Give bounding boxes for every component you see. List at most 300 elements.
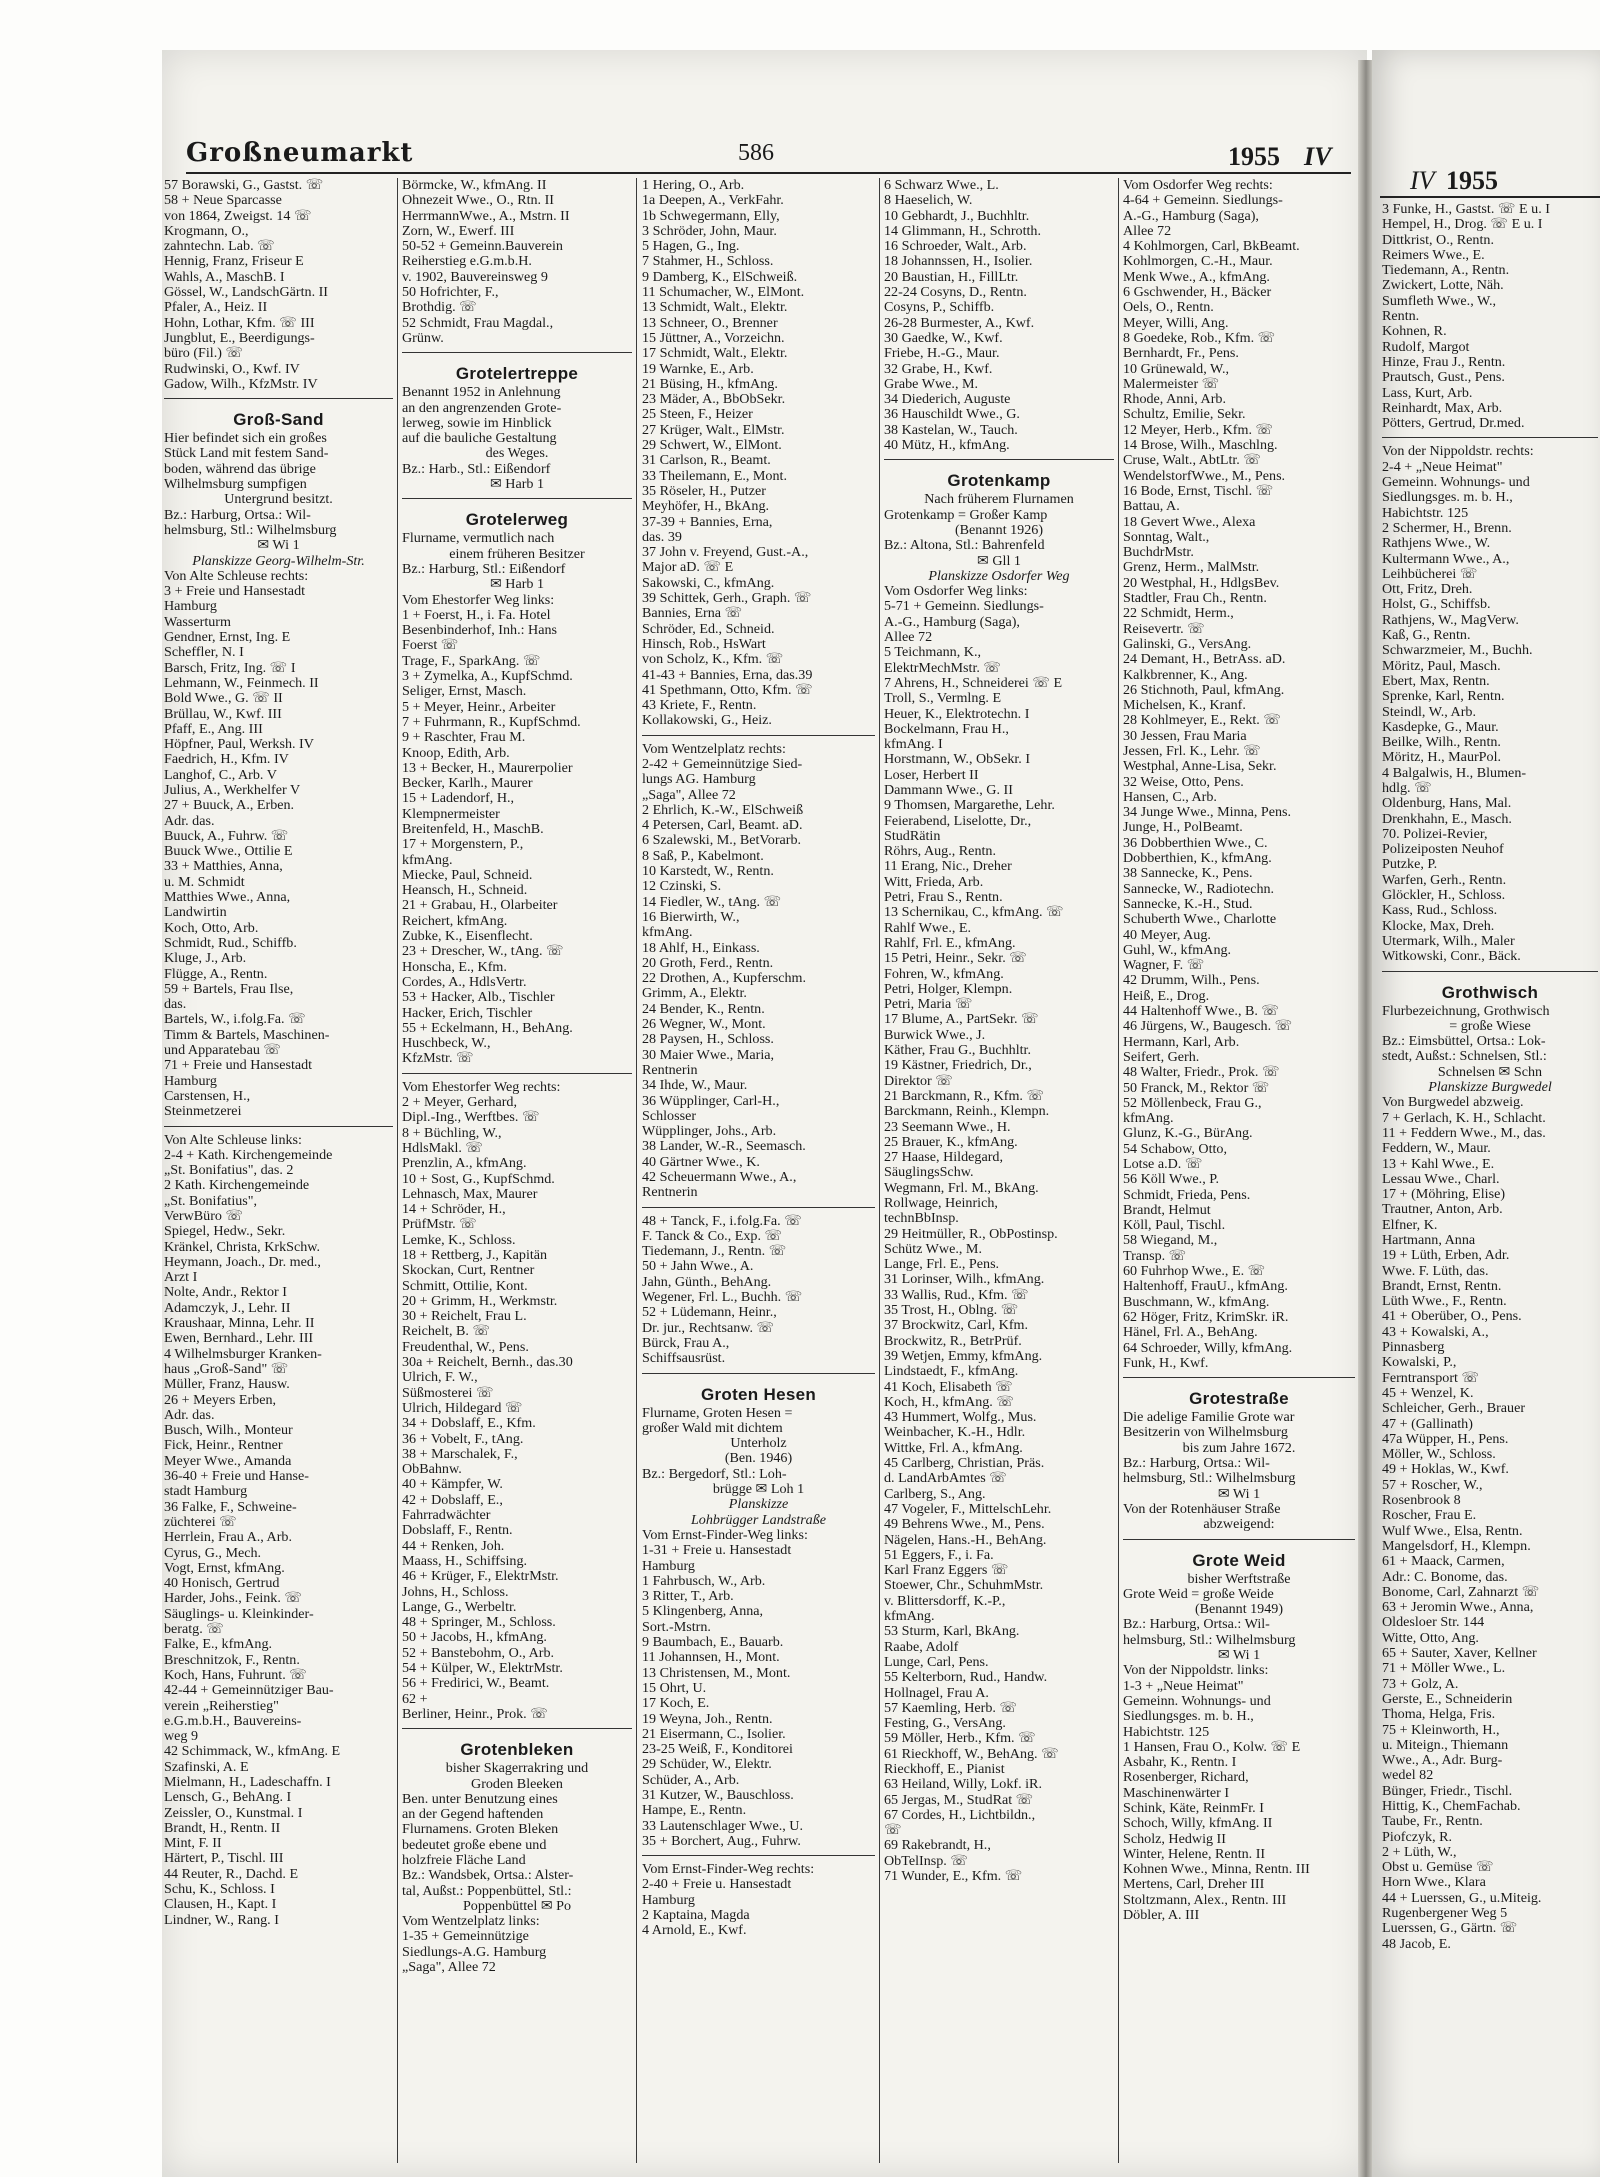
entry-line: 33 Wallis, Rud., Kfm. ☏ bbox=[884, 1287, 1029, 1303]
entry-line: Zorn, W., Ewerf. III bbox=[402, 223, 515, 239]
entry-line: weg 9 bbox=[164, 1729, 199, 1745]
entry-line: 63 Heiland, Willy, Lokf. iR. bbox=[884, 1777, 1042, 1793]
entry-line: StudRätin bbox=[884, 828, 941, 844]
entry-line: Lüth Wwe., F., Rentn. bbox=[1382, 1294, 1507, 1310]
entry-line: 36 Falke, F., Schweine- bbox=[164, 1499, 297, 1515]
entry-line: Roscher, Frau E. bbox=[1382, 1508, 1477, 1524]
entry-line: Bz.: Eimsbüttel, Ortsa.: Lok- bbox=[1382, 1034, 1546, 1050]
entry-line: Stoltzmann, Alex., Rentn. III bbox=[1123, 1892, 1287, 1908]
section-rule bbox=[164, 398, 393, 405]
entry-line: Von der Nippoldstr. rechts: bbox=[1382, 444, 1534, 460]
entry-line: Freudenthal, W., Pens. bbox=[402, 1339, 529, 1355]
entry-line: Sakowski, C., kfmAng. bbox=[642, 575, 775, 591]
entry-line: Flurname, vermutlich nach bbox=[402, 531, 555, 547]
entry-line: 43 Hummert, Wolfg., Mus. bbox=[884, 1410, 1037, 1426]
entry-line: 6 Szalewski, M., BetVorarb. bbox=[642, 833, 802, 849]
entry-line: 13 + Kahl Wwe., E. bbox=[1382, 1156, 1495, 1172]
entry-line: kfmAng. bbox=[884, 1609, 935, 1625]
entry-line: großer Wald mit dichtem bbox=[642, 1420, 783, 1436]
entry-line: 37-39 + Bannies, Erna, bbox=[642, 514, 773, 530]
entry-line: Brüllau, W., Kwf. III bbox=[164, 706, 282, 722]
entry-line: Vom Ernst-Finder-Weg links: bbox=[642, 1527, 808, 1543]
entry-line: „Saga", Allee 72 bbox=[402, 1960, 496, 1976]
entry-line: Reimers Wwe., E. bbox=[1382, 247, 1485, 263]
entry-line: Oldesloer Str. 144 bbox=[1382, 1615, 1485, 1631]
entry-line: Spiegel, Hedw., Sekr. bbox=[164, 1224, 286, 1240]
entry-line: Brockwitz, R., BetrPrüf. bbox=[884, 1333, 1022, 1349]
entry-line: 2 Schermer, H., Brenn. bbox=[1382, 520, 1512, 536]
entry-line: 5 + Meyer, Heinr., Arbeiter bbox=[402, 699, 556, 715]
entry-line: 39 Wetjen, Emmy, kfmAng. bbox=[884, 1348, 1043, 1364]
entry-line: kfmAng. bbox=[642, 925, 693, 941]
entry-line: 14 Glimmann, H., Schrotth. bbox=[884, 223, 1041, 239]
entry-line: Mielmann, H., Ladeschaffn. I bbox=[164, 1774, 331, 1790]
entry-line: 5-71 + Gemeinn. Siedlungs- bbox=[884, 599, 1044, 615]
entry-line: Koch, H., kfmAng. ☏ bbox=[884, 1394, 1014, 1410]
entry-line: Flügge, A., Rentn. bbox=[164, 966, 268, 982]
entry-line: Schiffsausrüst. bbox=[642, 1351, 726, 1367]
entry-line: Beilke, Wilh., Rentn. bbox=[1382, 735, 1501, 751]
entry-line: A.-G., Hamburg (Saga), bbox=[1123, 208, 1259, 224]
entry-line: Glöckler, H., Schloss. bbox=[1382, 888, 1506, 904]
entry-line: Witkowski, Conr., Bäck. bbox=[1382, 949, 1521, 965]
section-rule bbox=[1123, 1377, 1355, 1384]
entry-line: Bz.: Harburg, Ortsa.: Wil- bbox=[1123, 1456, 1270, 1472]
entry-line: 44 + Renken, Joh. bbox=[402, 1538, 505, 1554]
entry-line: Vom Ernst-Finder-Weg rechts: bbox=[642, 1862, 815, 1878]
entry-line: Kränkel, Christa, KrkSchw. bbox=[164, 1239, 321, 1255]
entry-line: Funk, H., Kwf. bbox=[1123, 1355, 1209, 1371]
entry-line: 26 + Meyers Erben, bbox=[164, 1392, 277, 1408]
entry-line: 61 Rieckhoff, W., BehAng. ☏ bbox=[884, 1746, 1059, 1762]
street-heading: Grote Weid bbox=[1192, 1550, 1286, 1570]
entry-line: 12 Meyer, Herb., Kfm. ☏ bbox=[1123, 422, 1274, 438]
entry-line: Ben. unter Benutzung eines bbox=[402, 1791, 558, 1807]
entry-line: Höpfner, Paul, Werksh. IV bbox=[164, 737, 314, 753]
entry-line: Loser, Herbert II bbox=[884, 767, 979, 783]
entry-line: verein „Reiherstieg" bbox=[164, 1698, 279, 1714]
street-heading: Grotelertreppe bbox=[455, 364, 579, 384]
entry-line: Möritz, H., MaurPol. bbox=[1382, 750, 1502, 766]
entry-line: des Weges. bbox=[485, 446, 549, 462]
entry-line: 15 Petri, Heinr., Sekr. ☏ bbox=[884, 951, 1027, 967]
entry-line: 42 Schimmack, W., kfmAng. E bbox=[164, 1744, 341, 1760]
entry-line: Tiedemann, J., Rentn. ☏ bbox=[642, 1244, 787, 1260]
entry-line: Carlberg, S., Ang. bbox=[884, 1486, 986, 1502]
entry-line: BuchdrMstr. bbox=[1123, 545, 1194, 561]
entry-line: ✉ Wi 1 bbox=[1217, 1486, 1261, 1502]
entry-line: Börmcke, W., kfmAng. II bbox=[402, 178, 547, 193]
entry-line: 27 Krüger, Walt., ElMstr. bbox=[642, 422, 785, 438]
section-rule bbox=[642, 1855, 875, 1862]
entry-line: büro (Fil.) ☏ bbox=[164, 346, 244, 362]
entry-line: Mertens, Carl, Dreher III bbox=[1123, 1877, 1265, 1893]
entry-line: ✉ Wi 1 bbox=[1217, 1648, 1261, 1664]
entry-line: 37 John v. Freyend, Gust.-A., bbox=[642, 545, 809, 561]
entry-line: Gerste, E., Schneiderin bbox=[1382, 1691, 1513, 1707]
entry-line: Oldenburg, Hans, Mal. bbox=[1382, 796, 1512, 812]
entry-line: Maschinenwärter I bbox=[1123, 1785, 1230, 1801]
entry-line: 36 Wüpplinger, Carl-H., bbox=[642, 1093, 780, 1109]
entry-line: Troll, S., Vermlng. E bbox=[884, 691, 1002, 707]
entry-line: 20 Westphal, H., HdlgsBev. bbox=[1123, 575, 1280, 591]
entry-line: Bz.: Altona, Stl.: Bahrenfeld bbox=[884, 538, 1045, 554]
entry-line: Mangelsdorf, H., Klempn. bbox=[1382, 1538, 1531, 1554]
entry-line: 35 Trost, H., Oblng. ☏ bbox=[884, 1303, 1019, 1319]
entry-line: 48 + Springer, M., Schloss. bbox=[402, 1615, 556, 1631]
entry-line: Dipl.-Ing., Werftbes. ☏ bbox=[402, 1110, 540, 1126]
entry-line: zahntechn. Lab. ☏ bbox=[164, 239, 275, 255]
entry-line: 16 Schroeder, Walt., Arb. bbox=[884, 239, 1027, 255]
entry-line: Stadtler, Frau Ch., Rentn. bbox=[1123, 591, 1267, 607]
entry-line: Rosenberger, Richard, bbox=[1123, 1770, 1249, 1786]
entry-line: 7 + Fuhrmann, R., KupfSchmd. bbox=[402, 714, 581, 730]
entry-line: 57 Kaemling, Herb. ☏ bbox=[884, 1700, 1018, 1716]
entry-line: Schoch, Willy, kfmAng. II bbox=[1123, 1816, 1273, 1832]
entry-line: Guhl, W., kfmAng. bbox=[1123, 942, 1232, 958]
entry-line: Klempnermeister bbox=[402, 806, 500, 822]
entry-line: 18 Gevert Wwe., Alexa bbox=[1123, 514, 1256, 530]
header-rule bbox=[186, 172, 1351, 174]
entry-line: Warfen, Gerh., Rentn. bbox=[1382, 872, 1507, 888]
entry-line: Hänel, Frl. A., BehAng. bbox=[1123, 1325, 1258, 1341]
entry-line: 3 Funke, H., Gastst. ☏ E u. I bbox=[1382, 202, 1550, 217]
entry-line: 67 Cordes, H., Lichtbildn., bbox=[884, 1807, 1036, 1823]
entry-line: 11 + Feddern Wwe., M., das. bbox=[1382, 1125, 1546, 1141]
entry-line: Von Alte Schleuse rechts: bbox=[164, 568, 309, 584]
plan-note: Planskizze Georg-Wilhelm-Str. bbox=[192, 553, 365, 569]
entry-line: Flurname, Groten Hesen = bbox=[642, 1405, 793, 1421]
entry-line: 10 Karstedt, W., Rentn. bbox=[642, 864, 774, 880]
entry-line: Sonntag, Walt., bbox=[1123, 529, 1210, 545]
entry-line: 36 Hauschildt Wwe., G. bbox=[884, 407, 1020, 423]
right-page-year: 1955 bbox=[1446, 166, 1498, 195]
entry-line: Döbler, A. III bbox=[1123, 1908, 1200, 1924]
entry-line: Harder, Johs., Feink. ☏ bbox=[164, 1591, 303, 1607]
entry-line: lungs AG. Hamburg bbox=[642, 772, 756, 788]
entry-line: Adamczyk, J., Lehr. II bbox=[164, 1300, 291, 1316]
entry-line: 9 Thomsen, Margarethe, Lehr. bbox=[884, 798, 1055, 814]
entry-line: Bz.: Wandsbek, Ortsa.: Alster- bbox=[402, 1868, 574, 1884]
entry-line: 34 Diederich, Auguste bbox=[884, 392, 1011, 408]
entry-line: Hampe, E., Rentn. bbox=[642, 1803, 747, 1819]
entry-line: 30 Gaedke, W., Kwf. bbox=[884, 330, 1003, 346]
entry-line: 11 Erang, Nic., Dreher bbox=[884, 859, 1012, 875]
section-rule bbox=[402, 498, 632, 505]
entry-line: Glunz, K.-G., BürAng. bbox=[1123, 1126, 1253, 1142]
entry-line: Poppenbüttel ✉ Po bbox=[462, 1898, 572, 1914]
entry-line: 20 Baustian, H., FillLtr. bbox=[884, 269, 1019, 285]
entry-line: 34 + Dobslaff, E., Kfm. bbox=[402, 1416, 536, 1432]
entry-line: Vom Osdorfer Weg links: bbox=[884, 584, 1028, 600]
entry-line: Wahls, A., MaschB. I bbox=[164, 269, 285, 285]
entry-line: Seliger, Ernst, Masch. bbox=[402, 684, 527, 700]
entry-line: Carstensen, H., bbox=[164, 1088, 251, 1104]
entry-line: SäuglingsSchw. bbox=[884, 1165, 974, 1181]
entry-line: 54 Schabow, Otto, bbox=[1123, 1141, 1227, 1157]
entry-line: 46 + Krüger, F., ElektrMstr. bbox=[402, 1569, 559, 1585]
entry-line: 2 Ehrlich, K.-W., ElSchweiß bbox=[642, 802, 804, 818]
entry-line: 33 Lautenschlager Wwe., U. bbox=[642, 1818, 803, 1834]
entry-line: Maass, H., Schiffsing. bbox=[402, 1553, 528, 1569]
entry-line: 44 Reuter, R., Dachd. E bbox=[164, 1866, 299, 1882]
entry-line: A.-G., Hamburg (Saga), bbox=[884, 614, 1020, 630]
entry-line: Hinze, Frau J., Rentn. bbox=[1382, 354, 1506, 370]
entry-line: 9 Damberg, K., ElSchweiß. bbox=[642, 269, 798, 285]
entry-line: 18 Johannssen, H., Isolier. bbox=[884, 254, 1033, 270]
entry-line: tal, Außst.: Poppenbüttel, Stl.: bbox=[402, 1883, 572, 1899]
entry-line: 17 Koch, E. bbox=[642, 1696, 710, 1712]
entry-line: Dr. jur., Rechtsanw. ☏ bbox=[642, 1320, 775, 1336]
entry-line: Heiß, E., Drog. bbox=[1123, 988, 1210, 1004]
entry-line: 40 + Kämpfer, W. bbox=[402, 1477, 503, 1493]
entry-line: Kalkbrenner, K., Ang. bbox=[1123, 667, 1248, 683]
entry-line: Grünw. bbox=[402, 330, 444, 346]
entry-line: Petri, Frau S., Rentn. bbox=[884, 890, 1003, 906]
entry-line: Berliner, Heinr., Prok. ☏ bbox=[402, 1706, 548, 1722]
entry-line: Habichtstr. 125 bbox=[1123, 1724, 1210, 1740]
entry-line: Herrlein, Frau A., Arb. bbox=[164, 1530, 292, 1546]
entry-line: 1-35 + Gemeinnützige bbox=[402, 1929, 529, 1945]
entry-line: Pfaler, A., Heiz. II bbox=[164, 300, 268, 316]
entry-line: 10 + Sost, G., KupfSchmd. bbox=[402, 1171, 555, 1187]
entry-line: Wulf Wwe., Elsa, Rentn. bbox=[1382, 1523, 1523, 1539]
entry-line: 33 + Matthies, Anna, bbox=[164, 859, 283, 875]
entry-line: Burwick Wwe., J. bbox=[884, 1027, 986, 1043]
entry-line: Meyer, Willi, Ang. bbox=[1123, 315, 1229, 331]
entry-line: Wegener, Frl. L., Buchh. ☏ bbox=[642, 1290, 803, 1306]
entry-line: Reiherstieg e.G.m.b.H. bbox=[402, 254, 532, 270]
entry-line: Lensch, G., BehAng. I bbox=[164, 1790, 292, 1806]
entry-line: 56 Köll Wwe., P. bbox=[1123, 1172, 1220, 1188]
entry-line: Von der Rotenhäuser Straße bbox=[1123, 1501, 1281, 1517]
entry-line: von Scholz, K., Kfm. ☏ bbox=[642, 652, 784, 668]
entry-line: 21 + Grabau, H., Olarbeiter bbox=[402, 898, 558, 914]
entry-line: Siedlungsges. m. b. H., bbox=[1382, 490, 1513, 506]
entry-line: Thoma, Helga, Fris. bbox=[1382, 1707, 1496, 1723]
entry-line: (Ben. 1946) bbox=[724, 1451, 793, 1467]
entry-line: 1-3 + „Neue Heimat" bbox=[1123, 1678, 1244, 1694]
entry-line: Kass, Rud., Schloss. bbox=[1382, 903, 1498, 919]
entry-line: Weinbacher, K.-H., Hdlr. bbox=[884, 1425, 1026, 1441]
entry-line: 34 Junge Wwe., Minna, Pens. bbox=[1123, 805, 1292, 821]
entry-line: Dammann Wwe., G. II bbox=[884, 782, 1013, 798]
entry-line: 38 Sannecke, K., Pens. bbox=[1123, 866, 1253, 882]
entry-line: 71 Wunder, E., Kfm. ☏ bbox=[884, 1869, 1023, 1885]
entry-line: 31 Lorinser, Wilh., kfmAng. bbox=[884, 1272, 1045, 1288]
entry-line: bisher Skagerrakring und bbox=[445, 1761, 589, 1777]
entry-line: 20 Groth, Ferd., Rentn. bbox=[642, 955, 774, 971]
column-divider bbox=[879, 178, 880, 2163]
entry-line: Ferntransport ☏ bbox=[1382, 1370, 1480, 1386]
entry-line: 3 Ritter, T., Arb. bbox=[642, 1589, 734, 1605]
entry-line: Siedlungsges. m. b. H., bbox=[1123, 1709, 1254, 1725]
entry-line: 42-44 + Gemeinnütziger Bau- bbox=[164, 1683, 334, 1699]
entry-line: Lessau Wwe., Charl. bbox=[1382, 1171, 1500, 1187]
entry-line: Brandt, Helmut bbox=[1123, 1202, 1211, 1218]
section-rule bbox=[402, 352, 632, 359]
entry-line: 9 Baumbach, E., Bauarb. bbox=[642, 1635, 784, 1651]
entry-line: 65 + Sauter, Xaver, Kellner bbox=[1382, 1646, 1537, 1662]
entry-line: Lehnasch, Max, Maurer bbox=[402, 1186, 538, 1202]
entry-line: PrüfMstr. ☏ bbox=[402, 1217, 477, 1233]
entry-line: 4 Arnold, E., Kwf. bbox=[642, 1923, 747, 1939]
entry-line: Matthies Wwe., Anna, bbox=[164, 890, 291, 906]
entry-line: 13 Schmidt, Walt., Elektr. bbox=[642, 300, 788, 316]
entry-line: Mint, F. II bbox=[164, 1836, 222, 1852]
entry-line: Hamburg bbox=[164, 1073, 217, 1089]
entry-line: Michelsen, K., Kranf. bbox=[1123, 698, 1246, 714]
entry-line: 23-25 Weiß, F., Konditorei bbox=[642, 1742, 793, 1758]
entry-line: bis zum Jahre 1672. bbox=[1182, 1440, 1296, 1456]
entry-line: VerwBüro ☏ bbox=[164, 1209, 244, 1224]
entry-line: 21 Eisermann, C., Isolier. bbox=[642, 1726, 786, 1742]
entry-line: 2-42 + Gemeinnützige Sied- bbox=[642, 756, 803, 772]
directory-column-2 bbox=[402, 178, 632, 2163]
entry-line: Schuberth Wwe., Charlotte bbox=[1123, 912, 1277, 928]
entry-line: Untergrund besitzt. bbox=[224, 492, 333, 508]
entry-line: Vom Osdorfer Weg rechts: bbox=[1123, 178, 1273, 193]
entry-line: Zubke, K., Eisenflecht. bbox=[402, 929, 533, 945]
entry-line: Bonome, Carl, Zahnarzt ☏ bbox=[1382, 1584, 1540, 1600]
right-header-rule bbox=[1380, 196, 1600, 198]
entry-line: 23 Seemann Wwe., H. bbox=[884, 1119, 1011, 1135]
entry-line: 47 + (Gallinath) bbox=[1382, 1416, 1473, 1432]
entry-line: Ulrich, F. W., bbox=[402, 1370, 478, 1386]
entry-line: helmsburg, Stl.: Wilhelmsburg bbox=[1123, 1632, 1296, 1648]
entry-line: Süßmosterei ☏ bbox=[402, 1385, 494, 1401]
entry-line: Johns, H., Schloss. bbox=[402, 1584, 509, 1600]
entry-line: Kasdepke, G., Maur. bbox=[1382, 719, 1499, 735]
directory-column-1 bbox=[164, 178, 393, 2163]
entry-line: Trage, F., SparkAng. ☏ bbox=[402, 653, 541, 669]
entry-line: Adr. das. bbox=[164, 813, 215, 829]
plan-note: Planskizze bbox=[728, 1497, 789, 1513]
entry-line: Wüpplinger, Johs., Arb. bbox=[642, 1124, 777, 1140]
entry-line: Sort.-Mstrn. bbox=[642, 1619, 711, 1635]
entry-line: ObBahnw. bbox=[402, 1462, 462, 1478]
entry-line: Koch, Otto, Arb. bbox=[164, 920, 259, 936]
entry-line: Möritz, Paul, Masch. bbox=[1382, 658, 1501, 674]
entry-line: 4 Wilhelmsburger Kranken- bbox=[164, 1346, 322, 1362]
entry-line: Rentnerin bbox=[642, 1062, 698, 1078]
entry-line: Besenbinderhof, Inh.: Hans bbox=[402, 623, 557, 639]
entry-line: 31 Carlson, R., Beamt. bbox=[642, 453, 771, 469]
entry-line: 40 Meyer, Aug. bbox=[1123, 927, 1211, 943]
entry-line: 11 Schumacher, W., ElMont. bbox=[642, 285, 805, 301]
entry-line: 17 + (Möhring, Elise) bbox=[1382, 1187, 1506, 1203]
entry-line: Wwe., A., Adr. Burg- bbox=[1382, 1753, 1503, 1769]
entry-line: 36-40 + Freie und Hanse- bbox=[164, 1469, 309, 1485]
entry-line: Bartels, W., i.folg.Fa. ☏ bbox=[164, 1012, 306, 1028]
entry-line: Jahn, Günth., BehAng. bbox=[642, 1274, 772, 1290]
entry-line: 47a Wüpper, H., Pens. bbox=[1382, 1431, 1509, 1447]
entry-line: 21 Barckmann, R., Kfm. ☏ bbox=[884, 1088, 1045, 1104]
entry-line: 53 + Hacker, Alb., Tischler bbox=[402, 990, 555, 1006]
entry-line: Breitenfeld, H., MaschB. bbox=[402, 821, 544, 837]
entry-line: das. bbox=[164, 997, 187, 1013]
entry-line: 30a + Reichelt, Bernh., das.30 bbox=[402, 1355, 573, 1371]
entry-line: Elfner, K. bbox=[1382, 1217, 1438, 1233]
entry-line: 30 Jessen, Frau Maria bbox=[1123, 728, 1247, 744]
entry-line: 13 Schneer, O., Brenner bbox=[642, 315, 778, 331]
entry-line: 14 Fiedler, W., tAng. ☏ bbox=[642, 894, 782, 910]
entry-line: 62 + bbox=[402, 1691, 428, 1707]
entry-line: Zwickert, Lotte, Näh. bbox=[1382, 278, 1504, 294]
entry-line: Feddern, W., Maur. bbox=[1382, 1141, 1491, 1157]
entry-line: Schink, Käte, ReinmFr. I bbox=[1123, 1800, 1264, 1816]
entry-line: Vom Wentzelplatz rechts: bbox=[642, 741, 786, 757]
entry-line: Ott, Fritz, Dreh. bbox=[1382, 582, 1473, 598]
entry-line: 42 Drumm, Wilh., Pens. bbox=[1123, 973, 1260, 989]
entry-line: HdlsMakl. ☏ bbox=[402, 1140, 484, 1156]
entry-line: 41 Koch, Elisabeth ☏ bbox=[884, 1379, 1013, 1395]
entry-line: Huschbeck, W., bbox=[402, 1036, 491, 1052]
entry-line: Westphal, Anne-Lisa, Sekr. bbox=[1123, 759, 1277, 775]
entry-line: 8 Goedeke, Rob., Kfm. ☏ bbox=[1123, 330, 1276, 346]
entry-line: Polizeiposten Neuhof bbox=[1382, 842, 1504, 858]
entry-line: 44 + Luerssen, G., u.Miteig. bbox=[1382, 1890, 1542, 1906]
street-heading: Grotenkamp bbox=[947, 471, 1051, 491]
entry-line: 24 Demant, H., BetrAss. aD. bbox=[1123, 652, 1286, 668]
page-title: Großneumarkt bbox=[186, 138, 414, 168]
entry-line: 54 + Külper, W., ElektrMstr. bbox=[402, 1661, 563, 1677]
entry-line: Lindstaedt, F., kfmAng. bbox=[884, 1364, 1019, 1380]
entry-line: Cyrus, G., Mech. bbox=[164, 1545, 262, 1561]
entry-line: Heymann, Joach., Dr. med., bbox=[164, 1254, 321, 1270]
entry-line: Cosyns, P., Schiffb. bbox=[884, 300, 995, 316]
entry-line: Benannt 1952 in Anlehnung bbox=[402, 385, 561, 401]
entry-line: Clausen, H., Kapt. I bbox=[164, 1897, 277, 1913]
entry-line: Jessen, Frl. K., Lehr. ☏ bbox=[1123, 743, 1261, 759]
entry-line: 19 + Lüth, Erben, Adr. bbox=[1382, 1248, 1510, 1264]
entry-line: Taube, Fr., Rentn. bbox=[1382, 1814, 1483, 1830]
entry-line: 39 Schittek, Gerh., Graph. ☏ bbox=[642, 591, 812, 607]
right-page-volume: IV bbox=[1410, 166, 1435, 195]
section-rule bbox=[642, 1373, 875, 1380]
entry-line: 35 Röseler, H., Putzer bbox=[642, 483, 766, 499]
entry-line: Hier befindet sich ein großes bbox=[164, 431, 327, 447]
entry-line: Nach früherem Flurnamen bbox=[924, 492, 1074, 508]
entry-line: Scheffler, N. I bbox=[164, 645, 244, 661]
entry-line: Lange, G., Werbeltr. bbox=[402, 1599, 517, 1615]
street-heading: Groten Hesen bbox=[700, 1384, 817, 1404]
entry-line: 70. Polizei-Revier, bbox=[1382, 826, 1488, 842]
entry-line: Flurnamens. Groten Bleken bbox=[402, 1822, 559, 1838]
entry-line: ✉ Harb 1 bbox=[489, 577, 545, 593]
entry-line: Koch, Hans, Fuhrunt. ☏ bbox=[164, 1667, 307, 1683]
entry-line: 22 Drothen, A., Kupferschm. bbox=[642, 971, 807, 987]
directory-column-5 bbox=[1123, 178, 1355, 2163]
entry-line: 30 + Reichelt, Frau L. bbox=[402, 1309, 527, 1325]
entry-line: Battau, A. bbox=[1123, 499, 1180, 515]
entry-line: 13 Christensen, M., Mont. bbox=[642, 1665, 791, 1681]
entry-line: Rentnerin bbox=[642, 1185, 698, 1201]
entry-line: Pinnasberg bbox=[1382, 1340, 1445, 1356]
entry-line: Hennig, Franz, Friseur E bbox=[164, 254, 304, 270]
entry-line: „St. Bonifatius", das. 2 bbox=[164, 1163, 294, 1179]
entry-line: 28 Paysen, H., Schloss. bbox=[642, 1032, 774, 1048]
entry-line: Rhode, Anni, Arb. bbox=[1123, 392, 1226, 408]
entry-line: 18 Ahlf, H., Einkass. bbox=[642, 940, 760, 956]
entry-line: 2 Kath. Kirchengemeinde bbox=[164, 1178, 310, 1194]
entry-line: Adr. das. bbox=[164, 1407, 215, 1423]
entry-line: 3 + Freie und Hansestadt bbox=[164, 584, 306, 600]
entry-line: Ewen, Bernhard., Lehr. III bbox=[164, 1331, 314, 1347]
section-rule bbox=[642, 1207, 875, 1214]
entry-line: Rathjens, W., MagVerw. bbox=[1382, 612, 1519, 628]
section-rule bbox=[1382, 971, 1598, 978]
